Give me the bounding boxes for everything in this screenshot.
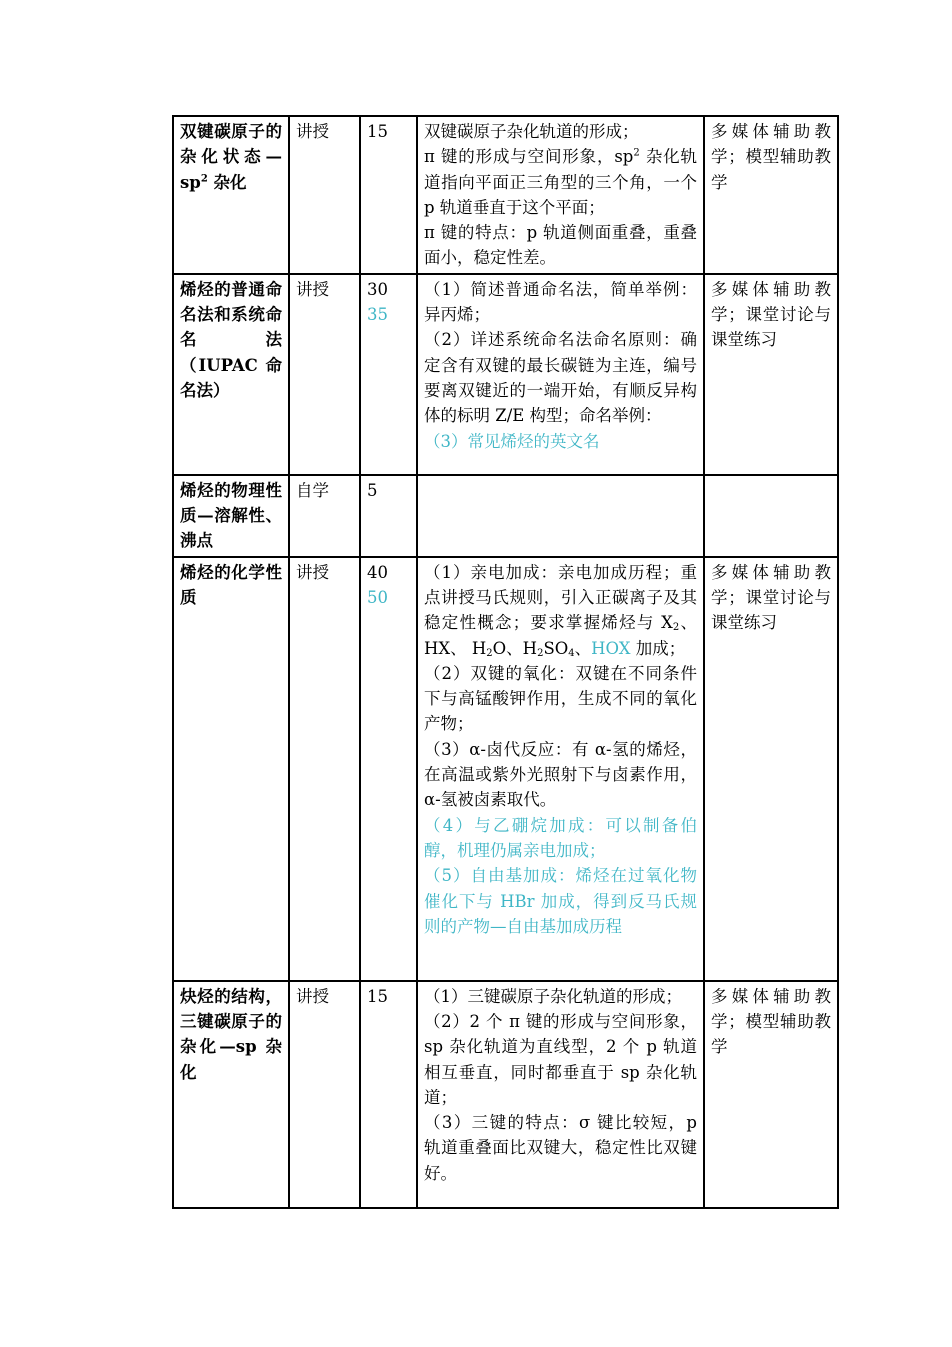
topic-cell: 烯烃的物理性质—溶解性、沸点 <box>173 475 289 557</box>
table-row <box>173 274 838 475</box>
table-row <box>173 475 838 557</box>
teaching-aid-cell <box>704 475 838 557</box>
content-cell: （1）亲电加成：亲电加成历程；重点讲授马氏规则，引入正碳离子及其稳定性概念；要求掌握烯烃与 $X_2$、HX、 $H_2O$、$H_2SO_4$、HOX 加成； （2）双键的氧化：双键在不同条件下与高锰酸钾作用，生成不同的氧化产物； （3）α-卤代反应：有 α-氢的烯烃，在高温或紫外光照射下与卤素作用，α-氢被卤素取代。 （4）与乙硼烷加成：可以制备伯醇，机理仍属亲电加成； （5）自由基加成：烯烃在过氧化物催化下与 HBr 加成，得到反马氏规则的产物—自由基加成历程 <box>417 557 704 981</box>
minutes-cell: 15 <box>360 116 417 274</box>
method-cell: 讲授 <box>289 981 360 1208</box>
revised-minutes: 50 <box>367 587 388 607</box>
minutes-cell: 15 <box>360 981 417 1208</box>
topic-cell: 烯烃的普通命名法和系统命名法（IUPAC 命名法） <box>173 274 289 475</box>
teaching-aid-cell: 多媒体辅助教学；模型辅助教学 <box>704 116 838 274</box>
method-cell: 自学 <box>289 475 360 557</box>
revised-text: （5）自由基加成：烯烃在过氧化物催化下与 HBr 加成，得到反马氏规则的产物—自由基加成历程 <box>424 866 697 936</box>
revised-text: HOX <box>591 638 631 658</box>
table-row <box>173 116 838 274</box>
revised-minutes: 35 <box>367 305 388 325</box>
content-cell: （1）简述普通命名法，简单举例：异丙烯； （2）详述系统命名法命名原则：确定含有双键的最长碳链为主连，编号要离双键近的一端开始，有顺反异构体的标明 Z/E 构型；命名举例： （3）常见烯烃的英文名 <box>417 274 704 475</box>
teaching-aid-cell: 多媒体辅助教学；模型辅助教学 <box>704 981 838 1208</box>
syllabus-table <box>172 115 839 1209</box>
teaching-aid-cell: 多媒体辅助教学；课堂讨论与课堂练习 <box>704 274 838 475</box>
method-cell: 讲授 <box>289 274 360 475</box>
method-cell: 讲授 <box>289 557 360 981</box>
minutes-cell: 40 50 <box>360 557 417 981</box>
topic-cell: 双键碳原子的杂化状态$—sp^2$ 杂化 <box>173 116 289 274</box>
content-cell: （1）三键碳原子杂化轨道的形成； （2）2 个 π 键的形成与空间形象，sp 杂化轨道为直线型，2 个 p 轨道相互垂直，同时都垂直于 sp 杂化轨道； （3）三键的特点：σ 键比较短，p 轨道重叠面比双键大，稳定性比双键好。 <box>417 981 704 1208</box>
content-cell <box>417 475 704 557</box>
revised-text: （3）常见烯烃的英文名 <box>424 431 600 451</box>
table-row <box>173 981 838 1208</box>
teaching-aid-cell: 多媒体辅助教学；课堂讨论与课堂练习 <box>704 557 838 981</box>
content-cell: 双键碳原子杂化轨道的形成； π 键的形成与空间形象，$sp^2$ 杂化轨道指向平面正三角型的三个角，一个 p 轨道垂直于这个平面； π 键的特点：p 轨道侧面重叠，重叠面小，稳定性差。 <box>417 116 704 274</box>
topic-cell: 烯烃的化学性质 <box>173 557 289 981</box>
table-row <box>173 557 838 981</box>
minutes-cell: 30 35 <box>360 274 417 475</box>
topic-cell: 炔烃的结构，三键碳原子的杂化—sp 杂化 <box>173 981 289 1208</box>
method-cell: 讲授 <box>289 116 360 274</box>
minutes-cell: 5 <box>360 475 417 557</box>
revised-text: （4）与乙硼烷加成：可以制备伯醇，机理仍属亲电加成； <box>424 815 697 860</box>
